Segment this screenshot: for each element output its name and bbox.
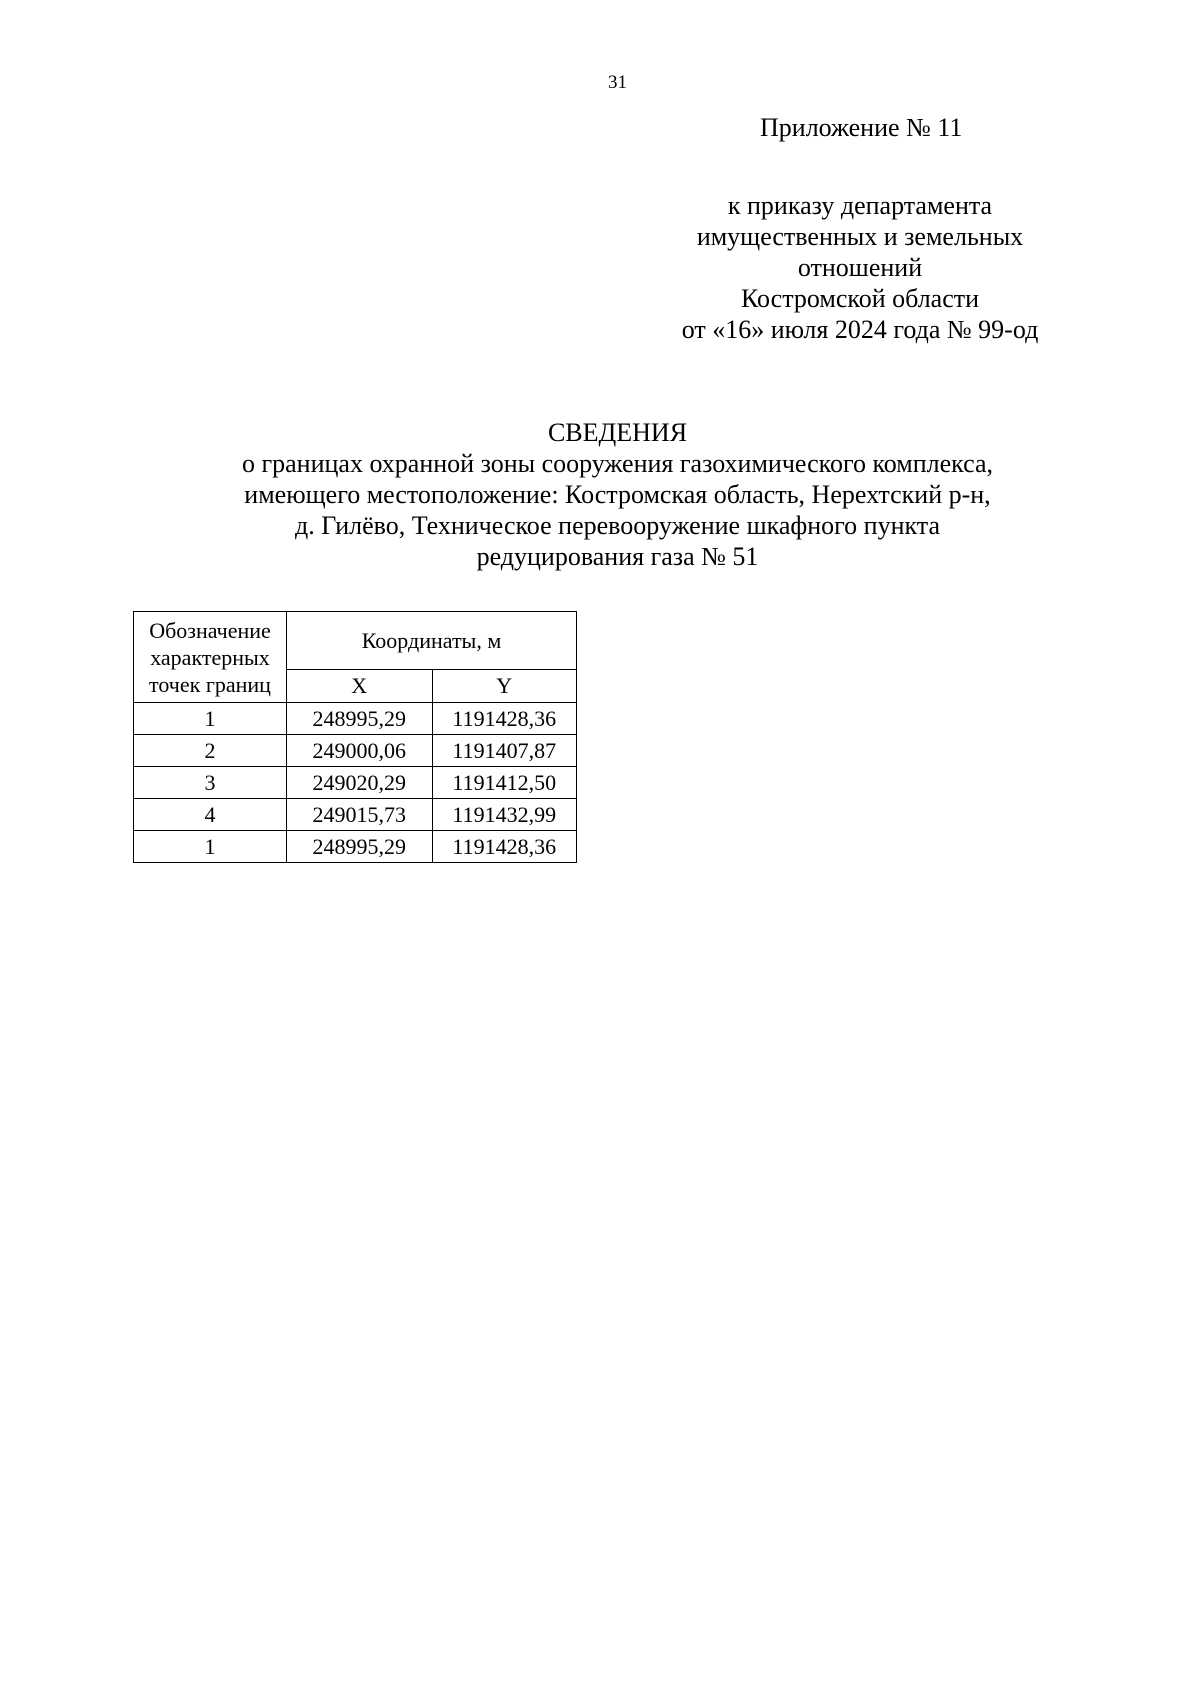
heading-line: д. Гилёво, Техническое перевооружение шкафного пункта — [294, 511, 941, 540]
cell-y: 1191428,36 — [432, 703, 577, 735]
header-y: Y — [432, 670, 577, 703]
heading-line: имеющего местоположение: Костромская область, Нерехтский р-н, — [244, 480, 991, 509]
appendix-ref-line: к приказу департамента — [727, 191, 993, 220]
heading-line: о границах охранной зоны сооружения газохимического комплекса, — [241, 449, 994, 478]
document-heading — [100, 417, 1135, 572]
table-row — [134, 703, 577, 735]
heading-line: редуцирования газа № 51 — [476, 542, 759, 571]
cell-x: 249020,29 — [287, 767, 433, 799]
appendix-ref-line: имущественных и земельных — [696, 222, 1024, 251]
header-x: X — [287, 670, 433, 703]
heading-title: СВЕДЕНИЯ — [547, 418, 688, 447]
table-row — [134, 831, 577, 863]
cell-y: 1191412,50 — [432, 767, 577, 799]
cell-y: 1191428,36 — [432, 831, 577, 863]
cell-point: 3 — [134, 767, 287, 799]
coordinates-table — [133, 611, 577, 863]
header-designation-line: характерных — [150, 644, 270, 670]
table-row — [134, 767, 577, 799]
cell-y: 1191432,99 — [432, 799, 577, 831]
page-number: 31 — [608, 72, 627, 93]
header-designation — [134, 612, 287, 703]
cell-point: 2 — [134, 735, 287, 767]
appendix-title: Приложение № 11 — [760, 113, 963, 142]
header-designation-line: точек границ — [149, 671, 271, 697]
cell-y: 1191407,87 — [432, 735, 577, 767]
cell-x: 248995,29 — [287, 703, 433, 735]
table-row — [134, 735, 577, 767]
table-row — [134, 799, 577, 831]
cell-x: 249015,73 — [287, 799, 433, 831]
cell-x: 248995,29 — [287, 831, 433, 863]
cell-point: 4 — [134, 799, 287, 831]
cell-point: 1 — [134, 703, 287, 735]
appendix-ref-line: от «16» июля 2024 года № 99-од — [681, 315, 1039, 344]
appendix-reference — [650, 190, 1070, 345]
header-designation-line: Обозначение — [149, 617, 271, 643]
cell-x: 249000,06 — [287, 735, 433, 767]
header-coordinates: Координаты, м — [287, 612, 577, 670]
appendix-ref-line: отношений — [797, 253, 923, 282]
cell-point: 1 — [134, 831, 287, 863]
appendix-ref-line: Костромской области — [740, 284, 980, 313]
